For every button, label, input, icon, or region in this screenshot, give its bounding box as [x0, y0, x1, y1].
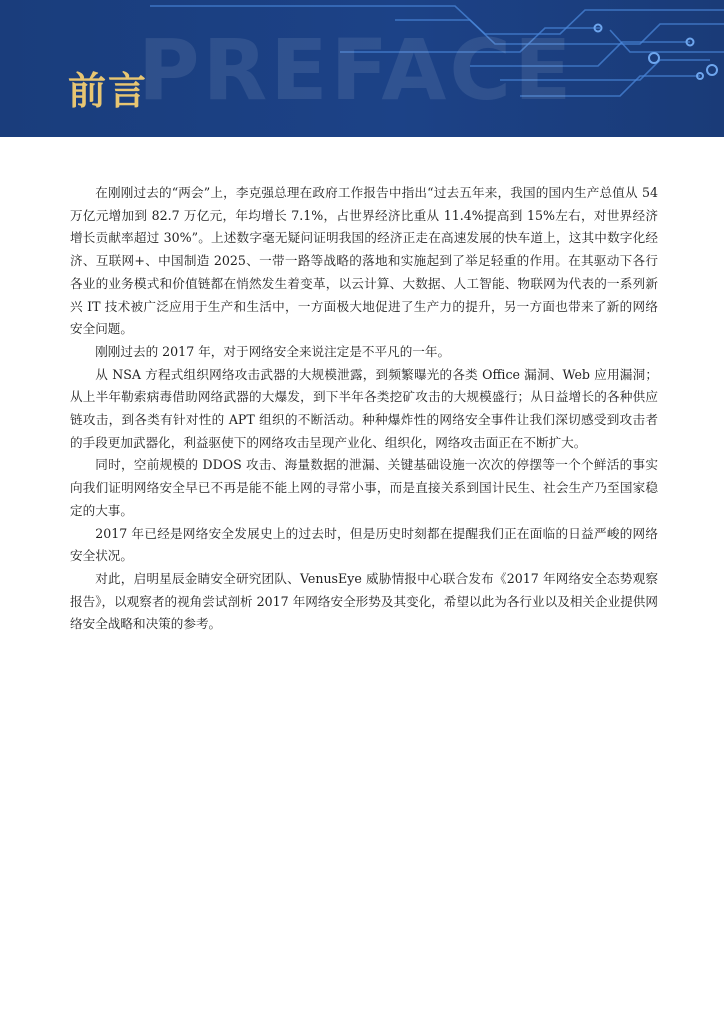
- paragraph: 2017 年已经是网络安全发展史上的过去时，但是历史时刻都在提醒我们正在面临的日益严峻的网络安全状况。: [70, 525, 658, 564]
- paragraph: 从 NSA 方程式组织网络攻击武器的大规模泄露，到频繁曝光的各类 Office 漏洞、Web 应用漏洞；从上半年勒索病毒借助网络武器的大爆发，到下半年各类挖矿攻击的大规模盛行；从日益增长的各种供应链攻击，到各类有针对性的 APT 组织的不断活动。种种爆炸性的网络安全事件让我们深切感受到攻击者的手段更加武器化，利益驱使下的网络攻击呈现产业化、组织化，网络攻击面正在不断扩大。: [70, 366, 658, 450]
- preface-body: [70, 182, 658, 636]
- paragraph: 在刚刚过去的“两会”上，李克强总理在政府工作报告中指出“过去五年来，我国的国内生产总值从 54 万亿元增加到 82.7 万亿元，年均增长 7.1%，占世界经济比重从 11.4%提高到 15%左右，对世界经济增长贡献率超过 30%”。上述数字毫无疑问证明我国的经济正走在高速发展的快车道上，这其中数字化经济、互联网+、中国制造 2025、一带一路等战略的落地和实施起到了举足轻重的作用。在其驱动下各行各业的业务模式和价值链都在悄然发生着变革，以云计算、大数据、人工智能、物联网为代表的一系列新兴 IT 技术被广泛应用于生产和生活中，一方面极大地促进了生产力的提升，另一方面也带来了新的网络安全问题。: [70, 185, 658, 337]
- page-title: 前言: [68, 69, 149, 113]
- preface-watermark: PREFACE: [138, 21, 575, 119]
- header-banner: [0, 0, 724, 137]
- paragraph: 刚刚过去的 2017 年，对于网络安全来说注定是不平凡的一年。: [95, 343, 451, 359]
- paragraph: 同时，空前规模的 DDOS 攻击、海量数据的泄漏、关键基础设施一次次的停摆等一个个鲜活的事实向我们证明网络安全早已不再是能不能上网的寻常小事，而是直接关系到国计民生、社会生产乃至国家稳定的大事。: [70, 457, 658, 518]
- paragraph: 对此，启明星辰金睛安全研究团队、VenusEye 威胁情报中心联合发布《2017 年网络安全态势观察报告》，以观察者的视角尝试剖析 2017 年网络安全形势及其变化，希望以此为各行业以及相关企业提供网络安全战略和决策的参考。: [70, 570, 658, 632]
